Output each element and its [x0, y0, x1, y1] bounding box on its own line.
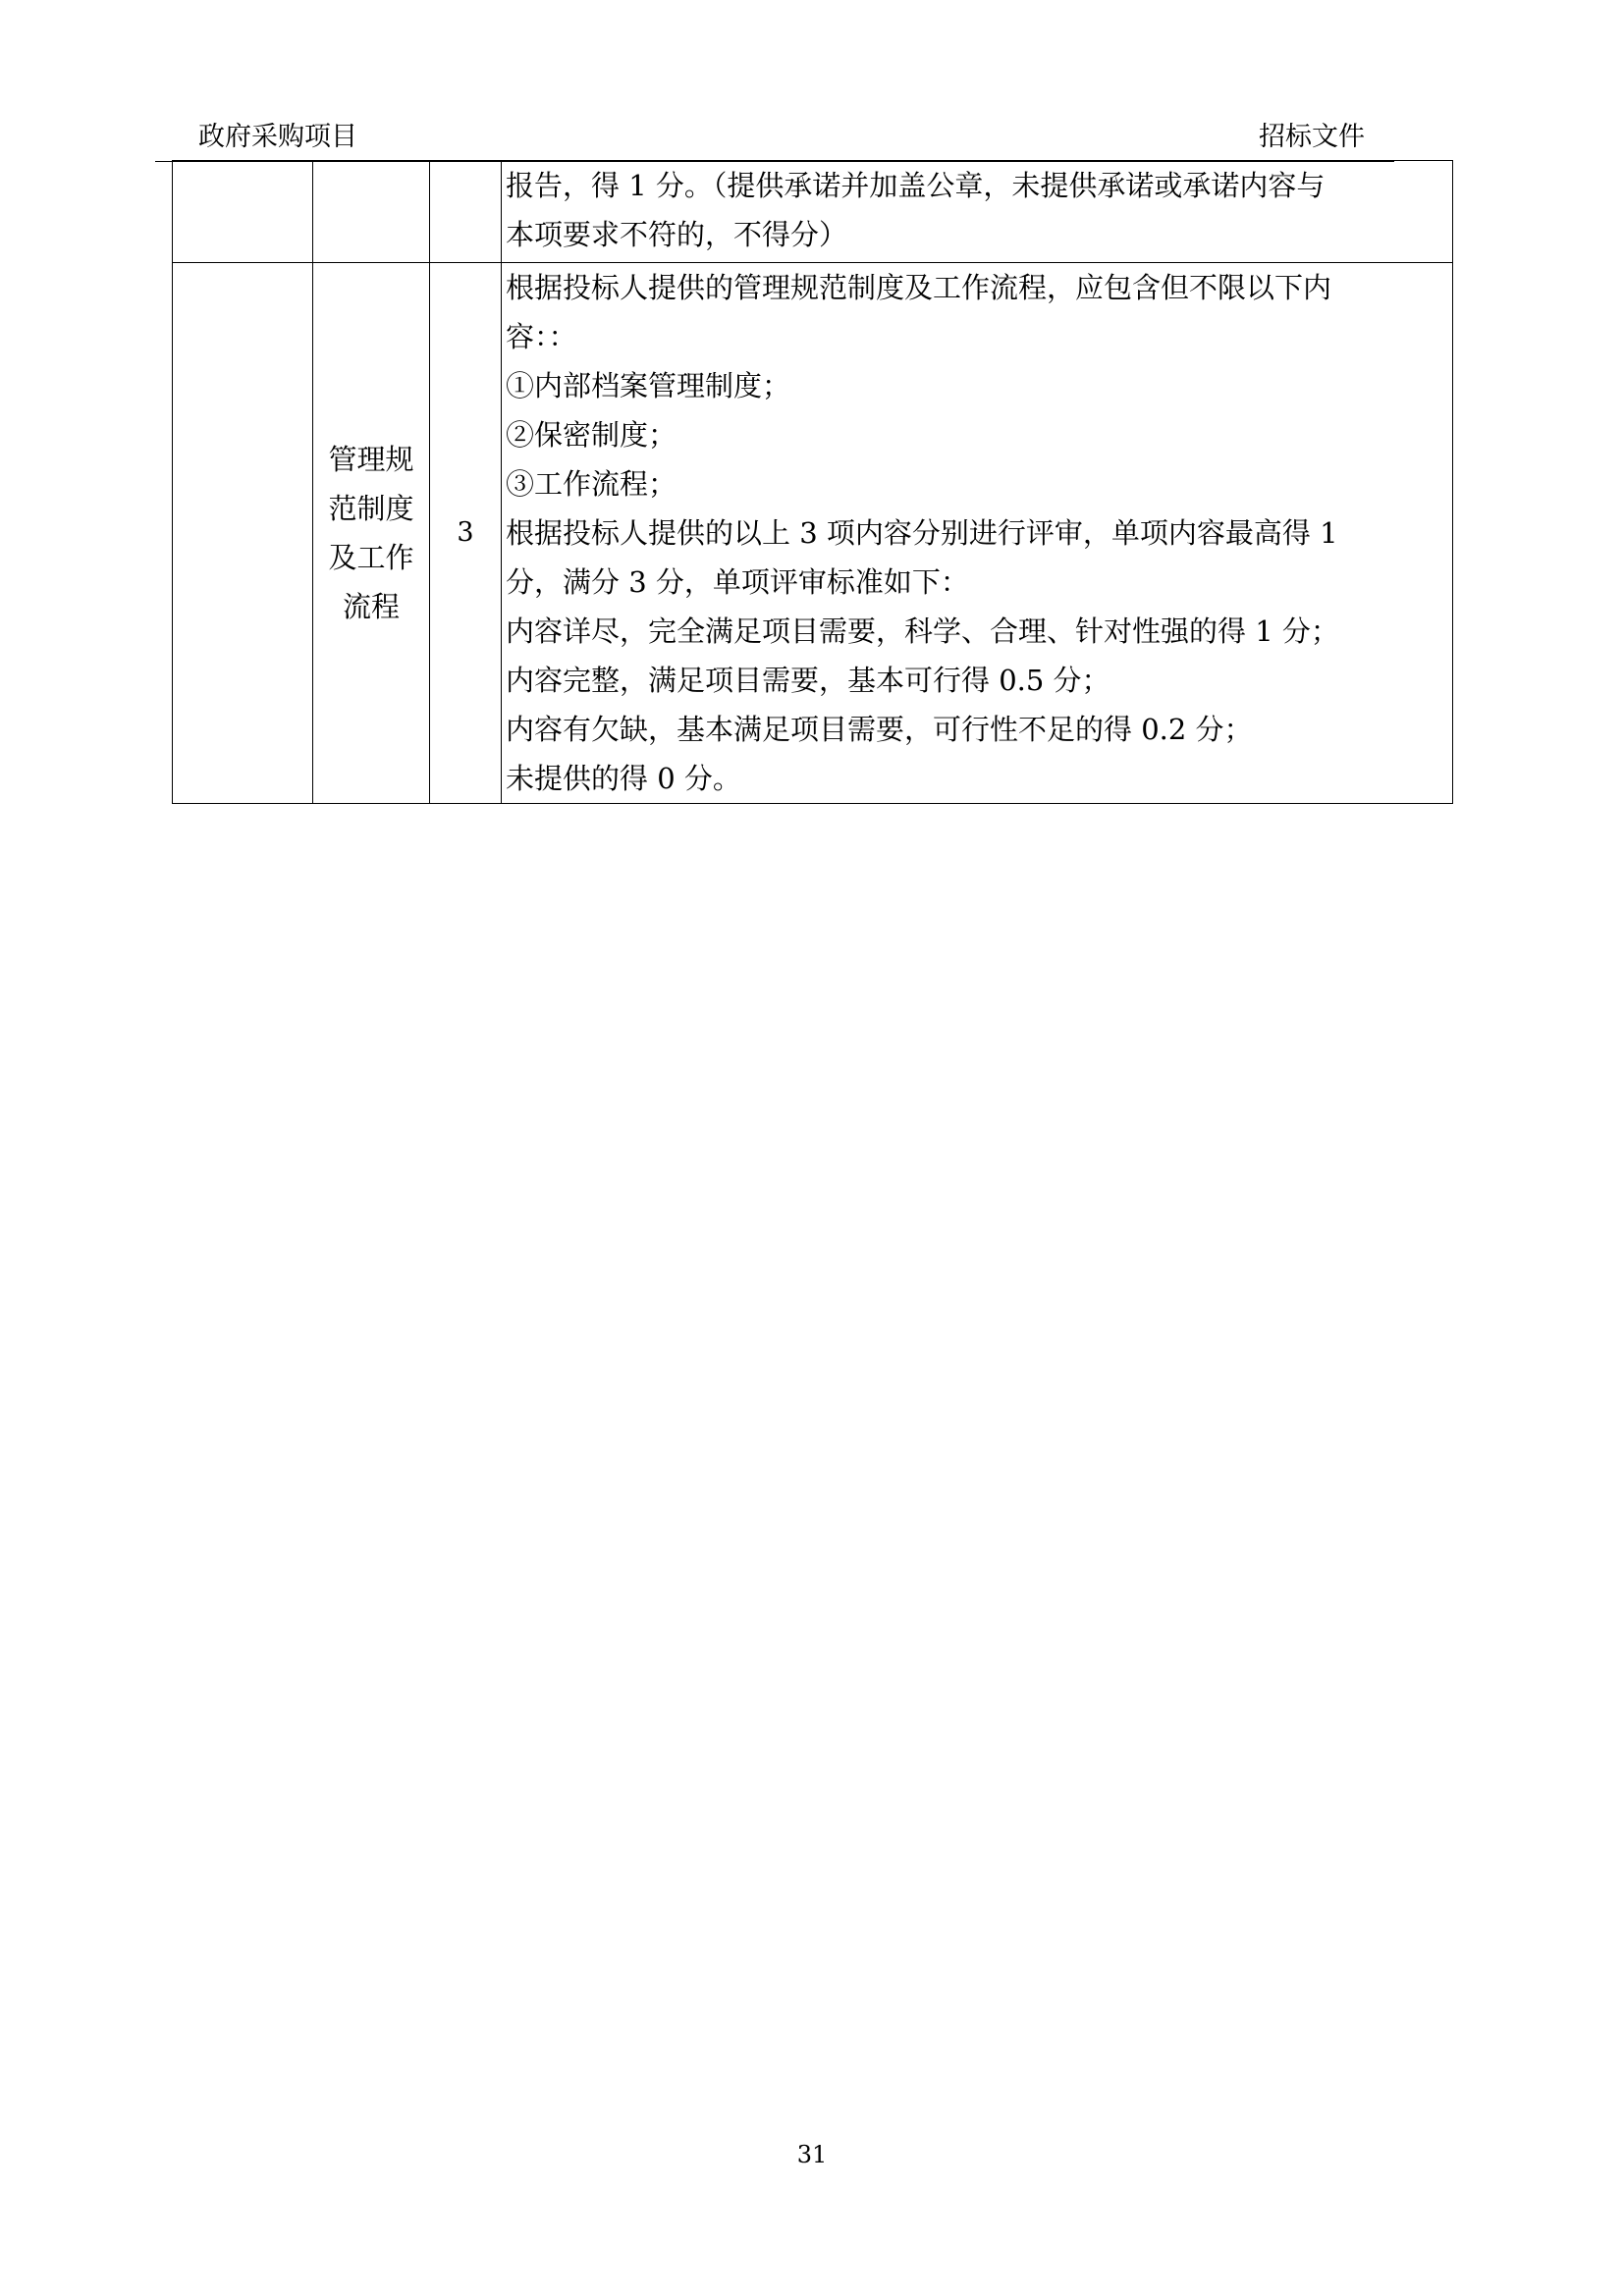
- criteria-line: 内容详尽，完全满足项目需要，科学、合理、针对性强的得 1 分；: [506, 614, 1339, 648]
- criteria-line: 未提供的得 0 分。: [506, 762, 741, 795]
- score-cell: [430, 161, 502, 263]
- criteria-line: 内容有欠缺，基本满足项目需要，可行性不足的得 0.2 分；: [506, 713, 1253, 746]
- page-header: [155, 116, 1394, 162]
- criteria-cell: [502, 161, 1453, 263]
- criteria-line: 根据投标人提供的以上 3 项内容分别进行评审，单项内容最高得 1: [506, 516, 1338, 550]
- criteria-line: 内容完整，满足项目需要，基本可行得 0.5 分；: [506, 664, 1110, 697]
- scoring-table: [172, 160, 1453, 804]
- table-row: [173, 161, 1453, 263]
- criteria-line: 报告，得 1 分。（提供承诺并加盖公章，未提供承诺或承诺内容与: [506, 169, 1326, 202]
- criteria-line: 本项要求不符的，不得分）: [506, 218, 848, 251]
- criteria-line: ③工作流程；: [506, 467, 677, 501]
- item-name-cell: 管理规范制度及工作流程: [313, 263, 430, 804]
- category-cell: [173, 161, 313, 263]
- score-cell: 3: [430, 263, 502, 804]
- criteria-line: 容：：: [506, 320, 577, 353]
- header-document-type: 招标文件: [1259, 122, 1365, 152]
- table-row: [173, 263, 1453, 804]
- category-cell: [173, 263, 313, 804]
- criteria-line: 分，满分 3 分，单项评审标准如下：: [506, 565, 969, 599]
- header-project-type: 政府采购项目: [198, 122, 357, 152]
- item-name-cell: [313, 161, 430, 263]
- criteria-line: ①内部档案管理制度；: [506, 369, 791, 402]
- criteria-cell: [502, 263, 1453, 804]
- criteria-line: 根据投标人提供的管理规范制度及工作流程，应包含但不限以下内: [506, 271, 1332, 304]
- criteria-line: ②保密制度；: [506, 418, 677, 452]
- page-number: 31: [796, 2141, 828, 2168]
